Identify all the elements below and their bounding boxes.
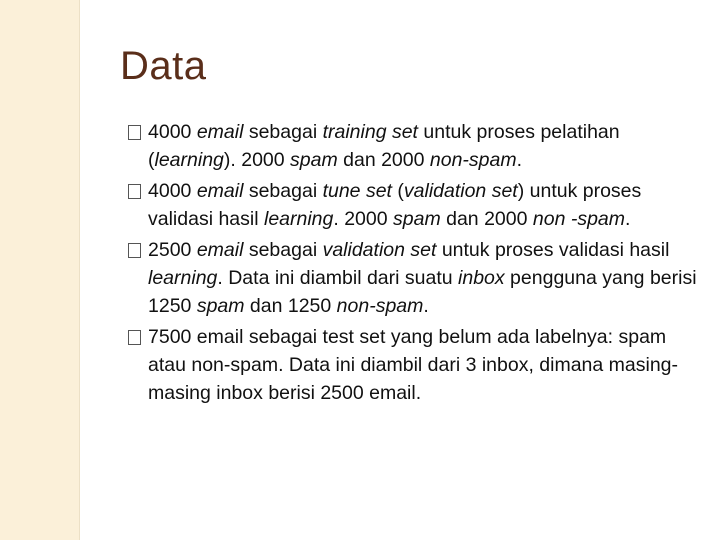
decorative-divider (79, 0, 80, 540)
bullet-item (128, 323, 703, 407)
bullet-text-run: 4000 (148, 180, 197, 202)
bullet-text-run: email (196, 121, 244, 143)
bullet-text-run: 4000 (148, 121, 197, 143)
bullet-text-run: learning (263, 208, 334, 230)
bullet-text-run: dan 2000 (337, 149, 430, 171)
bullet-text-run: sebagai (243, 239, 323, 261)
bullet-text-run: sebagai (243, 180, 323, 202)
bullet-text-run: email (196, 180, 244, 202)
bullet-text-run: non-spam (429, 149, 517, 171)
bullet-text-run: sebagai (243, 121, 323, 143)
bullet-text-run: untuk proses pelatihan ( (148, 121, 620, 171)
bullet-text-run: . (625, 208, 631, 230)
bullet-text-run: 2500 (148, 239, 197, 261)
bullet-text-run: ( (391, 180, 404, 202)
bullet-text-run: inbox (458, 267, 505, 289)
bullet-box-icon (128, 184, 141, 199)
bullet-text-run: non-spam (336, 295, 424, 317)
bullet-text-run: . (423, 295, 429, 317)
bullet-text-run: spam (290, 149, 338, 171)
bullet-item (128, 118, 703, 174)
bullet-text-run: 7500 email sebagai test set yang belum ada labelnya: spam atau non-spam. Data ini diambil dari 3 inbox, dimana masing-masing inbox berisi 2500 email. (148, 326, 679, 404)
decorative-side-band (0, 0, 79, 540)
slide-title: Data (120, 44, 207, 88)
bullet-text-run: dan 2000 (440, 208, 533, 230)
bullet-text-run: spam (393, 208, 441, 230)
bullet-box-icon (128, 125, 141, 140)
bullet-text-run: non -spam (532, 208, 626, 230)
bullet-text-run: dan 1250 (244, 295, 337, 317)
bullet-box-icon (128, 243, 141, 258)
bullet-text-run: untuk proses validasi hasil (436, 239, 670, 261)
bullet-text-run: spam (196, 295, 245, 317)
bullet-text-run: pengguna yang berisi 1250 (148, 267, 697, 317)
bullet-text-run: . Data ini diambil dari suatu (217, 267, 459, 289)
bullet-item (128, 236, 703, 320)
bullet-text-run: validation set (322, 239, 437, 261)
bullet-list (128, 118, 703, 410)
bullet-text-run: . 2000 (333, 208, 394, 230)
bullet-text-run: tune set (322, 180, 392, 202)
bullet-text-run: learning (148, 267, 218, 289)
bullet-text-run: training set (322, 121, 418, 143)
bullet-text-run: . (516, 149, 523, 171)
bullet-text-run: learning (154, 149, 224, 171)
bullet-text-run: ) untuk proses validasi hasil (148, 180, 642, 230)
bullet-text-run: validation set (403, 180, 518, 202)
bullet-text-run: ). 2000 (223, 149, 291, 171)
bullet-box-icon (128, 330, 141, 345)
bullet-text-run: email (196, 239, 244, 261)
bullet-item (128, 177, 703, 233)
